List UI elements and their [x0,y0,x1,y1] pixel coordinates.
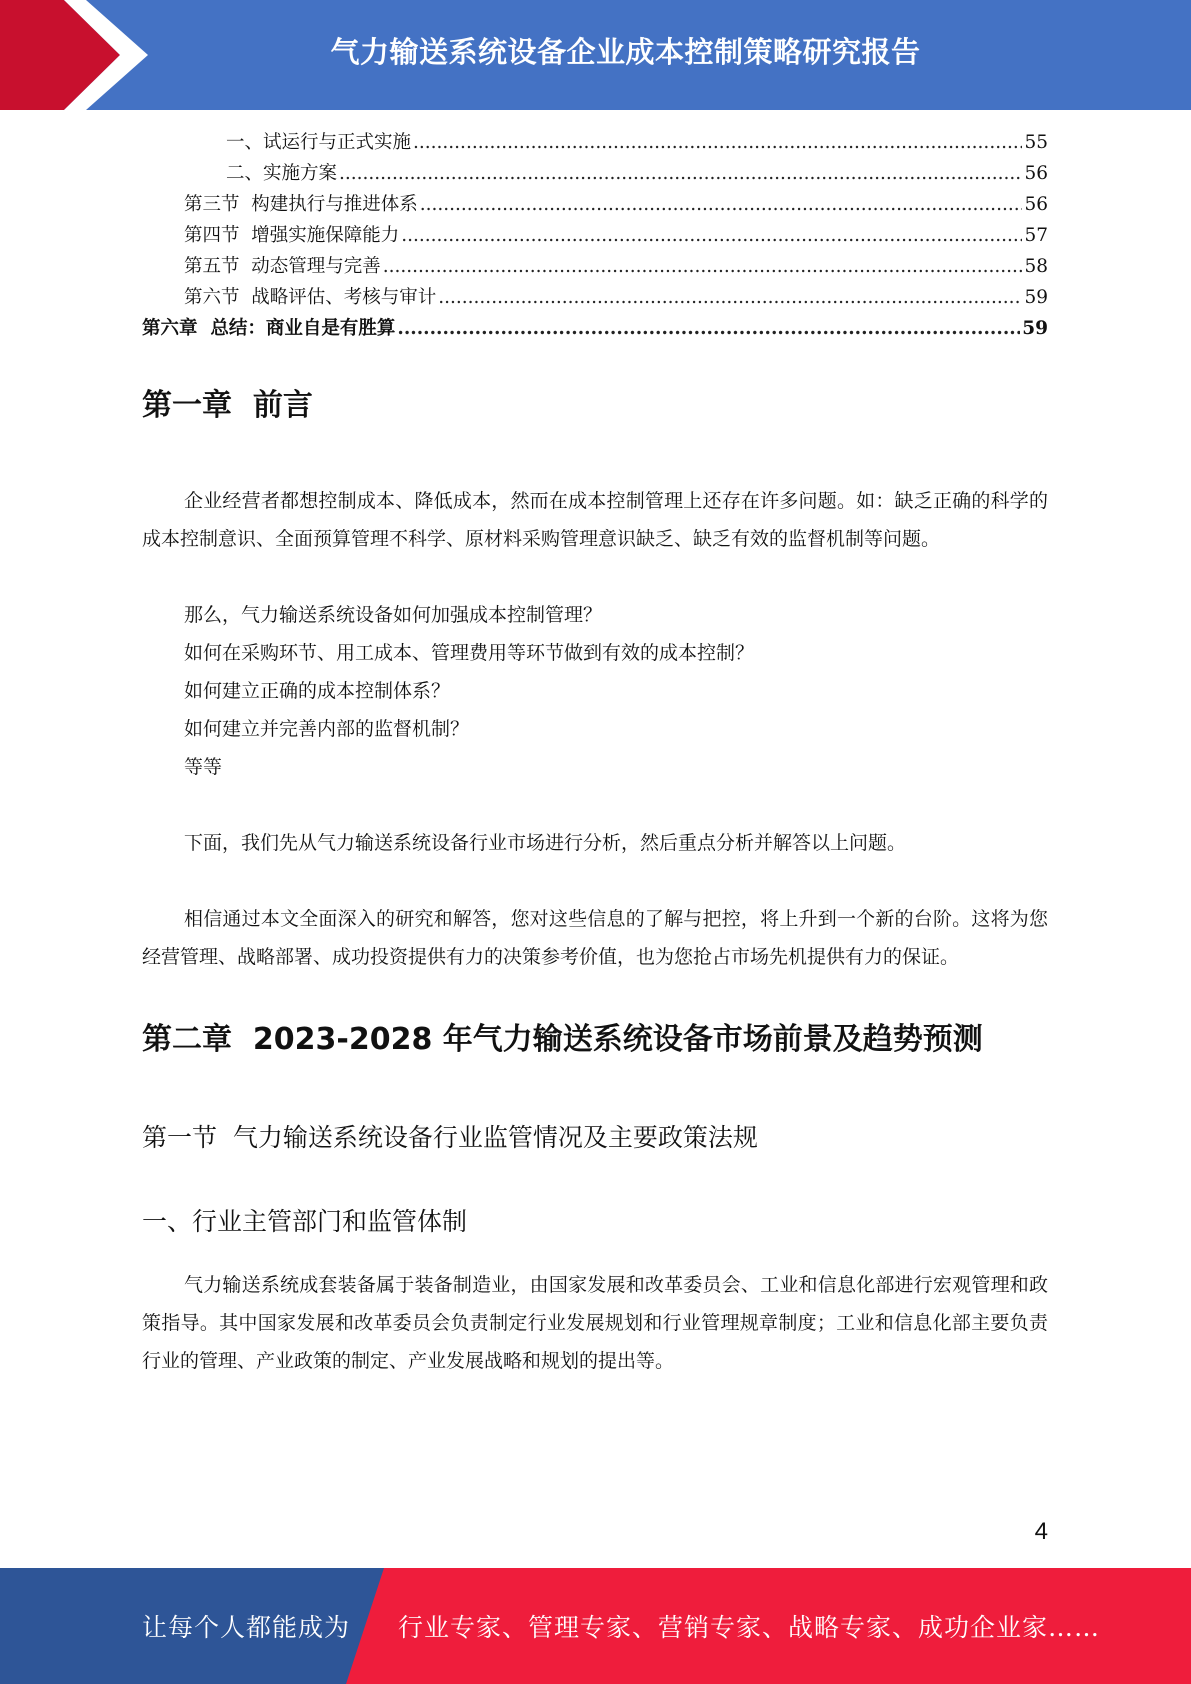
toc-entry-page: 58 [1024,256,1048,277]
footer-slogan-right: 行业专家、管理专家、营销专家、战略专家、成功企业家…… [398,1613,1101,1642]
toc-leader-dots [420,194,1023,215]
toc-entry[interactable] [142,283,1048,314]
question-line: 那么，气力输送系统设备如何加强成本控制管理？ [184,604,603,626]
toc-entry[interactable] [142,190,1048,221]
question-line: 如何在采购环节、用工成本、管理费用等环节做到有效的成本控制？ [184,642,755,664]
page-footer [0,1568,1191,1684]
toc-entry-title: 第六节 战略评估、考核与审计 [184,287,437,308]
body-paragraph: 下面，我们先从气力输送系统设备行业市场进行分析，然后重点分析并解答以上问题。 [184,832,907,854]
toc-entry-title: 第三节 构建执行与推进体系 [184,194,418,215]
toc-entry-title: 第四节 增强实施保障能力 [184,225,400,246]
body-paragraph: 企业经营者都想控制成本、降低成本，然而在成本控制管理上还存在许多问题。如：缺乏正确的科学的成本控制意识、全面预算管理不科学、原材料采购管理意识缺乏、缺乏有效的监督机制等问题。 [142,490,1048,550]
toc-entry-page: 57 [1024,225,1048,246]
question-line: 等等 [184,756,223,778]
subsection-heading: 一、行业主管部门和监管体制 [142,1207,468,1236]
toc-leader-dots [438,287,1022,308]
toc-entry-page: 59 [1022,318,1048,339]
table-of-contents [142,128,1048,345]
toc-entry-page: 59 [1024,287,1048,308]
toc-entry-page: 56 [1024,163,1048,184]
footer-slogan-left: 让每个人都能成为 [142,1613,351,1642]
toc-entry-title: 二、实施方案 [226,163,338,184]
toc-entry[interactable] [142,252,1048,283]
page-header [0,0,1191,110]
question-line: 如何建立并完善内部的监督机制？ [184,718,470,740]
toc-entry-title: 第六章 总结：商业自是有胜算 [142,318,396,339]
toc-entry-chapter[interactable] [142,314,1048,345]
toc-entry-title: 一、试运行与正式实施 [226,132,412,153]
body-paragraph: 气力输送系统成套装备属于装备制造业，由国家发展和改革委员会、工业和信息化部进行宏观管理和政策指导。其中国家发展和改革委员会负责制定行业发展规划和行业管理规章制度；工业和信息化部主要负责行业的管理、产业政策的制定、产业发展战略和规划的提出等。 [142,1274,1048,1372]
toc-entry[interactable] [142,221,1048,252]
chapter-heading: 第二章 2023-2028 年气力输送系统设备市场前景及趋势预测 [142,1022,983,1057]
toc-leader-dots [413,132,1022,153]
toc-leader-dots [339,163,1022,184]
toc-leader-dots [383,256,1023,277]
toc-entry-title: 第五节 动态管理与完善 [184,256,381,277]
toc-leader-dots [401,225,1022,246]
toc-leader-dots [397,318,1020,339]
question-line: 如何建立正确的成本控制体系？ [184,680,451,702]
page-number: 4 [1034,1518,1048,1545]
toc-entry-page: 55 [1024,132,1048,153]
header-title: 气力输送系统设备企业成本控制策略研究报告 [330,34,921,69]
toc-entry[interactable] [142,159,1048,190]
toc-entry-page: 56 [1024,194,1048,215]
main-content [142,380,1048,1380]
toc-entry[interactable] [142,128,1048,159]
section-heading: 第一节 气力输送系统设备行业监管情况及主要政策法规 [142,1123,758,1152]
body-paragraph: 相信通过本文全面深入的研究和解答，您对这些信息的了解与把控，将上升到一个新的台阶。这将为您经营管理、战略部署、成功投资提供有力的决策参考价值，也为您抢占市场先机提供有力的保证。 [142,908,1048,968]
chapter-heading: 第一章 前言 [142,388,313,423]
